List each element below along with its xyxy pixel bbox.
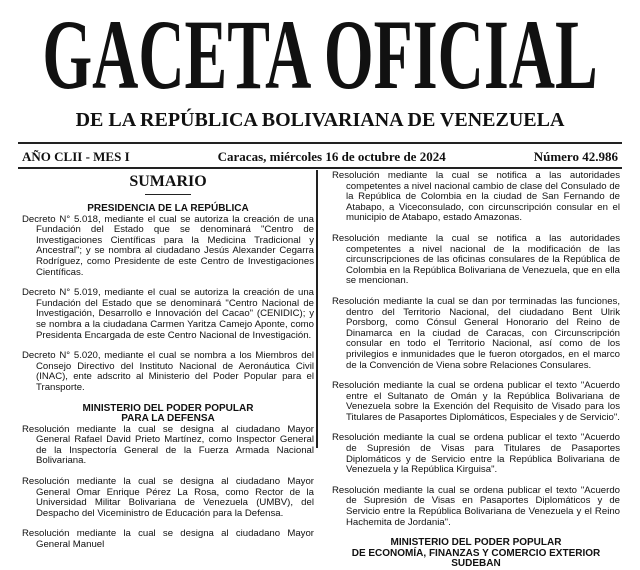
summary-entry: Resolución mediante la cual se ordena publicar el texto "Acuerdo de Supresión de Visas en Pasaportes Diplomáticos y de Servicio entre la República Bolivariana de Venezuela y el Reino Hachemita de Jordania". [332, 484, 620, 528]
summary-entry: Resolución mediante la cual se designa al ciudadano Mayor General Rafael David Prieto Martínez, como Inspector General de la Inspectoría General de la Fuerza Armada Nacional Bolivariana. [22, 423, 314, 467]
masthead-subtitle: DE LA REPÚBLICA BOLIVARIANA DE VENEZUELA [75, 109, 565, 131]
summary-entry: Decreto N° 5.020, mediante el cual se nombra a los Miembros del Consejo Directivo del Instituto Nacional de Aeronáutica Civil (INAC), ente adscrito al Ministerio del Poder Popular para el Transporte. [22, 350, 314, 393]
issue-year: AÑO CLII - MES I [22, 149, 130, 164]
summary-entry: Decreto N° 5.018, mediante el cual se autoriza la creación de una Fundación del Estado que se denominará "Centro de Investigaciones Científicas para la Medicina Tradicional y Ancestral"; y se nombra al ciudadano Jesús Alexander Cegarra Rodríguez, como Presidente de este Centro de Investigaciones Científicas. [22, 213, 314, 278]
right-column [332, 171, 620, 570]
section-heading: MINISTERIO DEL PODER POPULAR PARA LA DEFENSA [82, 402, 254, 425]
summary-entry: Resolución mediante la cual se designa al ciudadano Mayor General Manuel [22, 528, 314, 551]
summary-entry: Resolución mediante la cual se dan por terminadas las funciones, dentro del Territorio Nacional, del ciudadano Bent Ulrik Porsborg, como Cónsul General Honorario del Reino de Dinamarca en la ciudad de Caracas, con Circunscripción consular en todo el Territorio Nacional, así como de los privilegios e inmunidades que le fueron otorgados, en el marco de la Convención de Viena sobre Relaciones Consulares. [332, 295, 620, 371]
column-divider [316, 170, 318, 448]
issue-number: Número 42.986 [533, 149, 618, 164]
summary-entry: Resolución mediante la cual se designa al ciudadano Mayor General Omar Enrique Pérez La Rosa, como Rector de la Universidad Militar Bolivariana de Venezuela (UMBV), del Despacho del Viceministro de Educación para la Defensa. [22, 476, 314, 519]
issue-date: Caracas, miércoles 16 de octubre de 2024 [217, 149, 446, 164]
section-heading: MINISTERIO DEL PODER POPULAR DE ECONOMÍA, FINANZAS Y COMERCIO EXTERIOR SUDEBAN [351, 537, 601, 570]
section-heading: PRESIDENCIA DE LA REPÚBLICA [87, 203, 249, 214]
summary-entry: Resolución mediante la cual se notifica a las autoridades competentes a nivel nacional cambio de clase del Consulado de la República de Colombia en la ciudad de San Fernando de Atabapo, a Viceconsulado, con circunscripción consular en el municipio de Atabapo, estado Amazonas. [332, 170, 620, 224]
summary-entry: Resolución mediante la cual se ordena publicar el texto "Acuerdo entre el Sultanato de Omán y la República Bolivariana de Venezuela sobre la Exención del Requisito de Visado para los Titulares de Pasaportes Diplomáticos, Especiales y de Servicio". [332, 380, 620, 423]
summary-entry: Decreto N° 5.019, mediante el cual se autoriza la creación de una Fundación del Estado que se denominará "Centro Nacional de Investigación, Desarrollo e Innovación del Cacao" (CENIDIC); y se nombra a la ciudadana Carmen Yaritza Camejo Aponte, como Presidenta Encargada de este Centro Nacional de Investigación. [22, 287, 314, 341]
sumario-heading: SUMARIO [129, 173, 207, 190]
issue-info [22, 149, 618, 165]
divider [18, 142, 622, 144]
summary-entry: Resolución mediante la cual se ordena publicar el texto "Acuerdo de Supresión de Visas para Titulares de Pasaportes Diplomáticos y de Servicio entre la República Bolivariana de Venezuela y la República Kirguisa". [332, 432, 620, 476]
divider [145, 194, 191, 195]
summary-entry: Resolución mediante la cual se notifica a las autoridades competentes a nivel nacional de la modificación de las circunscripciones de las oficinas consulares de la República de Colombia en la República Bolivariana de Venezuela, que en ella se mencionan. [332, 232, 620, 287]
masthead-title: GACETA OFICIAL [42, 0, 598, 110]
left-column [22, 172, 314, 561]
divider [18, 167, 622, 169]
